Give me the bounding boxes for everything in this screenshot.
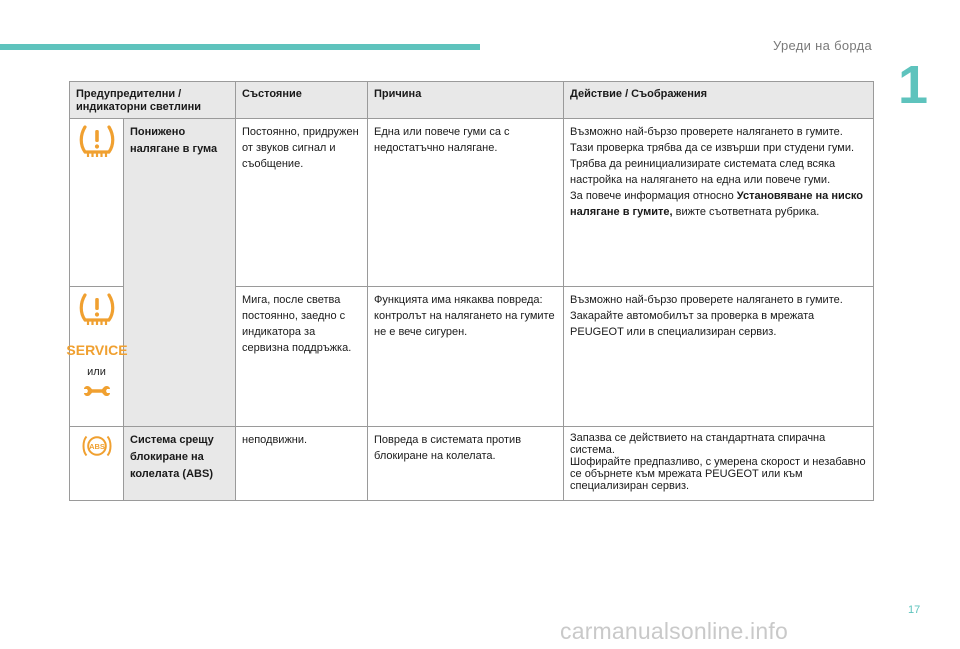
header-accent-bar (0, 44, 480, 50)
action-cell (564, 427, 874, 501)
service-label: SERVICE (66, 342, 128, 358)
cross-reference-link: Установяване на ниско налягане в гумите, (570, 190, 863, 218)
warning-lamps-table (66, 81, 874, 501)
action-line: Възможно най-бързо проверете налягането в гумите. (570, 294, 843, 306)
action-more-info (570, 188, 867, 220)
lamp-name-abs: Система срещу блокиране на колелата (ABS) (124, 427, 236, 501)
lamp-icon-cell (66, 287, 128, 427)
header-action: Действие / Съображения (564, 82, 874, 119)
table-row (70, 427, 874, 501)
action-line: Закарайте автомобилът за проверка в мрежата PEUGEOT или в специализиран сервиз. (570, 310, 815, 338)
action-cell (564, 287, 874, 427)
lamp-icon-cell (70, 427, 124, 501)
action-more-prefix: За повече информация относно (570, 190, 737, 202)
header-state: Състояние (236, 82, 368, 119)
cause-cell: Функцията има някаква повреда: контролът на налягането на гумите не е вече сигурен. (368, 287, 564, 427)
action-line: Тази проверка трябва да се извърши при студени гуми. (570, 142, 855, 154)
state-cell: неподвижни. (236, 427, 368, 501)
state-cell: Мига, после светва постоянно, заедно с индикатора за сервизна поддръжка. (236, 287, 368, 427)
header-cause: Причина (368, 82, 564, 119)
service-indicator-icon (66, 340, 128, 360)
action-line: Възможно най-бързо проверете налягането в гумите. (570, 126, 843, 138)
tyre-pressure-icon (79, 291, 115, 334)
action-more-suffix: вижте съответната рубрика. (672, 206, 820, 218)
tyre-pressure-icon (79, 123, 115, 166)
cause-cell: Една или повече гуми са с недостатъчно налягане. (368, 119, 564, 287)
state-cell: Постоянно, придружен от звуков сигнал и съобщение. (236, 119, 368, 287)
action-line: Трябва да реинициализирате системата след всяка настройка на налягането на една или повече гуми. (570, 158, 836, 186)
action-line: Шофирайте предпазливо, с умерена скорост и незабавно се обърнете към мрежата PEUGEOT или към специализиран сервиз. (570, 456, 866, 492)
abs-warning-icon (79, 431, 115, 466)
watermark: carmanualsonline.info (560, 618, 788, 644)
cause-cell: Повреда в системата против блокиране на колелата. (368, 427, 564, 501)
abs-icon-text: ABS (88, 442, 105, 452)
table-header-row (70, 82, 874, 119)
lamp-icon-cell (70, 119, 124, 287)
table-row (70, 119, 874, 287)
chapter-number: 1 (898, 55, 929, 115)
wrench-icon (82, 384, 112, 403)
action-cell (564, 119, 874, 287)
lamp-name-low-pressure: Понижено налягане в гума (124, 119, 236, 427)
action-line: Запазва се действието на стандартната спирачна система. (570, 432, 826, 456)
page-number: 17 (908, 604, 921, 616)
or-label: или (87, 366, 106, 378)
header-lamp: Предупредителни / индикаторни светлини (70, 82, 236, 119)
section-title: Уреди на борда (773, 38, 872, 53)
